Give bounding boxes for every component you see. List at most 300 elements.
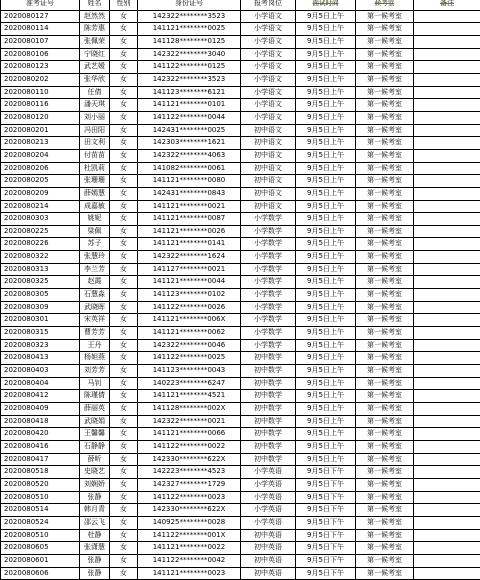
sex-cell: 女 [110, 377, 138, 390]
exam-id-cell: 2020080106 [1, 48, 80, 61]
exam-id-cell: 2020080206 [1, 162, 80, 175]
remarks-cell [414, 86, 480, 99]
waiting-room-cell: 第一候考室 [356, 35, 414, 48]
header-id-card: 身份证号 [138, 0, 241, 10]
position-cell: 小学数学 [241, 263, 296, 276]
waiting-room-cell: 第一候考室 [356, 504, 414, 517]
sex-cell: 女 [110, 529, 138, 542]
interview-time-cell: 9月5日上午 [296, 86, 356, 99]
id-card-cell: 141127********0021 [138, 263, 241, 276]
table-row [1, 554, 480, 567]
interview-time-cell: 9月5日上午 [296, 276, 356, 289]
name-cell: 杜凯莉 [80, 162, 110, 175]
position-cell: 小学语文 [241, 111, 296, 124]
position-cell: 初中数学 [241, 377, 296, 390]
interview-time-cell: 9月5日上午 [296, 365, 356, 378]
position-cell: 初中语文 [241, 162, 296, 175]
id-card-cell: 142330********622X [138, 453, 241, 466]
waiting-room-cell: 第一候考室 [356, 137, 414, 150]
remarks-cell [414, 111, 480, 124]
name-cell: 武晓晖 [80, 301, 110, 314]
remarks-cell [414, 263, 480, 276]
id-card-cell: 141122********0042 [138, 554, 241, 567]
remarks-cell [414, 491, 480, 504]
name-cell: 石静静 [80, 440, 110, 453]
interview-time-cell: 9月5日上午 [296, 213, 356, 226]
sex-cell: 女 [110, 175, 138, 188]
waiting-room-cell: 第一候考室 [356, 162, 414, 175]
id-card-cell: 141121********0141 [138, 238, 241, 251]
remarks-cell [414, 23, 480, 36]
remarks-cell [414, 529, 480, 542]
remarks-cell [414, 61, 480, 74]
exam-id-cell: 2020080123 [1, 61, 80, 74]
id-card-cell: 141082********0061 [138, 162, 241, 175]
name-cell: 张佩荣 [80, 35, 110, 48]
remarks-cell [414, 339, 480, 352]
waiting-room-cell: 第一候考室 [356, 415, 414, 428]
name-cell: 张珊珊 [80, 175, 110, 188]
sex-cell: 女 [110, 289, 138, 302]
table-row [1, 99, 480, 112]
id-card-cell: 141121********4521 [138, 390, 241, 403]
sex-cell: 女 [110, 314, 138, 327]
remarks-cell [414, 225, 480, 238]
table-row [1, 440, 480, 453]
position-cell: 初中数学 [241, 415, 296, 428]
table-row [1, 149, 480, 162]
waiting-room-cell: 第一候考室 [356, 390, 414, 403]
id-card-cell: 140223********6247 [138, 377, 241, 390]
interview-time-cell: 9月5日下午 [296, 542, 356, 555]
name-cell: 任倩 [80, 86, 110, 99]
exam-id-cell: 2020080313 [1, 263, 80, 276]
name-cell: 张静 [80, 554, 110, 567]
waiting-room-cell: 第一候考室 [356, 48, 414, 61]
position-cell: 小学数学 [241, 213, 296, 226]
table-row [1, 415, 480, 428]
exam-id-cell: 2020080417 [1, 453, 80, 466]
remarks-cell [414, 567, 480, 580]
id-card-cell: 142322********0046 [138, 339, 241, 352]
position-cell: 小学英语 [241, 516, 296, 529]
position-cell: 初中英语 [241, 567, 296, 580]
remarks-cell [414, 149, 480, 162]
waiting-room-cell: 第一候考室 [356, 529, 414, 542]
waiting-room-cell: 第一候考室 [356, 314, 414, 327]
waiting-room-cell: 第一候考室 [356, 440, 414, 453]
interview-time-cell: 9月5日下午 [296, 466, 356, 479]
name-cell: 赵霞 [80, 276, 110, 289]
waiting-room-cell: 第一候考室 [356, 263, 414, 276]
waiting-room-cell: 第一候考室 [356, 542, 414, 555]
interview-time-cell: 9月5日上午 [296, 440, 356, 453]
name-cell: 马钊 [80, 377, 110, 390]
interview-time-cell: 9月5日下午 [296, 554, 356, 567]
remarks-cell [414, 175, 480, 188]
sex-cell: 女 [110, 415, 138, 428]
name-cell: 武晓娟 [80, 415, 110, 428]
exam-id-cell: 2020080514 [1, 504, 80, 517]
interview-time-cell: 9月5日上午 [296, 73, 356, 86]
remarks-cell [414, 390, 480, 403]
exam-id-cell: 2020080201 [1, 124, 80, 137]
interview-time-cell: 9月5日上午 [296, 238, 356, 251]
name-cell: 田文利 [80, 137, 110, 150]
name-cell: 成嘉敏 [80, 200, 110, 213]
exam-id-cell: 2020080202 [1, 73, 80, 86]
name-cell: 刘小丽 [80, 111, 110, 124]
header-interview-time: 面试时间 [296, 0, 356, 10]
sex-cell: 女 [110, 162, 138, 175]
sex-cell: 女 [110, 276, 138, 289]
table-row [1, 213, 480, 226]
exam-id-cell: 2020080303 [1, 213, 80, 226]
table-row [1, 542, 480, 555]
name-cell: 姚妮 [80, 213, 110, 226]
exam-id-cell: 2020080225 [1, 225, 80, 238]
table-row [1, 567, 480, 580]
remarks-cell [414, 478, 480, 491]
position-cell: 初中数学 [241, 352, 296, 365]
exam-id-cell: 2020080404 [1, 377, 80, 390]
interview-time-cell: 9月5日上午 [296, 99, 356, 112]
position-cell: 初中语文 [241, 200, 296, 213]
id-card-cell: 141121********0026 [138, 225, 241, 238]
interview-time-cell: 9月5日上午 [296, 263, 356, 276]
table-row [1, 73, 480, 86]
sex-cell: 女 [110, 542, 138, 555]
exam-id-cell: 2020080325 [1, 276, 80, 289]
sex-cell: 女 [110, 238, 138, 251]
interview-time-cell: 9月5日下午 [296, 504, 356, 517]
position-cell: 小学语文 [241, 99, 296, 112]
position-cell: 初中语文 [241, 187, 296, 200]
waiting-room-cell: 第一候考室 [356, 200, 414, 213]
sex-cell: 女 [110, 137, 138, 150]
waiting-room-cell: 第一候考室 [356, 10, 414, 23]
id-card-cell: 141123********0043 [138, 365, 241, 378]
id-card-cell: 142322********3523 [138, 10, 241, 23]
id-card-cell: 141123********6121 [138, 86, 241, 99]
sex-cell: 女 [110, 86, 138, 99]
waiting-room-cell: 第一候考室 [356, 478, 414, 491]
interview-time-cell: 9月5日上午 [296, 352, 356, 365]
interview-time-cell: 9月5日上午 [296, 327, 356, 340]
remarks-cell [414, 200, 480, 213]
interview-time-cell: 9月5日上午 [296, 251, 356, 264]
remarks-cell [414, 403, 480, 416]
sex-cell: 女 [110, 213, 138, 226]
id-card-cell: 142330********622X [138, 504, 241, 517]
id-card-cell: 142327********1729 [138, 478, 241, 491]
id-card-cell: 141121********0022 [138, 542, 241, 555]
name-cell: 邵云飞 [80, 516, 110, 529]
sex-cell: 女 [110, 365, 138, 378]
interview-time-cell: 9月5日下午 [296, 516, 356, 529]
exam-id-cell: 2020080107 [1, 35, 80, 48]
remarks-cell [414, 137, 480, 150]
remarks-cell [414, 213, 480, 226]
exam-id-cell: 2020080110 [1, 86, 80, 99]
header-waiting-room: 候考室 [356, 0, 414, 10]
waiting-room-cell: 第一候考室 [356, 23, 414, 36]
table-row [1, 491, 480, 504]
table-row [1, 175, 480, 188]
position-cell: 初中语文 [241, 124, 296, 137]
sex-cell: 女 [110, 99, 138, 112]
waiting-room-cell: 第一候考室 [356, 567, 414, 580]
sex-cell: 女 [110, 466, 138, 479]
remarks-cell [414, 314, 480, 327]
waiting-room-cell: 第一候考室 [356, 466, 414, 479]
table-row [1, 251, 480, 264]
sex-cell: 女 [110, 263, 138, 276]
remarks-cell [414, 542, 480, 555]
position-cell: 小学数学 [241, 289, 296, 302]
name-cell: 宋英祥 [80, 314, 110, 327]
sex-cell: 女 [110, 504, 138, 517]
waiting-room-cell: 第一候考室 [356, 365, 414, 378]
id-card-cell: 141121********0025 [138, 23, 241, 36]
sex-cell: 女 [110, 516, 138, 529]
waiting-room-cell: 第一候考室 [356, 453, 414, 466]
waiting-room-cell: 第一候考室 [356, 61, 414, 74]
interview-time-cell: 9月5日上午 [296, 187, 356, 200]
id-card-cell: 142223********4523 [138, 466, 241, 479]
sex-cell: 女 [110, 251, 138, 264]
name-cell: 史晓艺 [80, 466, 110, 479]
sex-cell: 女 [110, 352, 138, 365]
interview-time-cell: 9月5日上午 [296, 175, 356, 188]
interview-time-cell: 9月5日上午 [296, 314, 356, 327]
name-cell: 冯田阳 [80, 124, 110, 137]
exam-id-cell: 2020080213 [1, 137, 80, 150]
sex-cell: 女 [110, 149, 138, 162]
header-position: 报考岗位 [241, 0, 296, 10]
remarks-cell [414, 187, 480, 200]
table-row [1, 187, 480, 200]
position-cell: 小学数学 [241, 339, 296, 352]
position-cell: 初中英语 [241, 529, 296, 542]
name-cell: 杨妲燕 [80, 352, 110, 365]
id-card-cell: 142322********3040 [138, 48, 241, 61]
position-cell: 初中数学 [241, 428, 296, 441]
position-cell: 小学数学 [241, 314, 296, 327]
interview-time-cell: 9月5日上午 [296, 301, 356, 314]
remarks-cell [414, 428, 480, 441]
exam-id-cell: 2020080420 [1, 428, 80, 441]
exam-id-cell: 2020080127 [1, 10, 80, 23]
sex-cell: 女 [110, 10, 138, 23]
id-card-cell: 141122********0125 [138, 61, 241, 74]
exam-id-cell: 2020080605 [1, 542, 80, 555]
interview-time-cell: 9月5日上午 [296, 137, 356, 150]
waiting-room-cell: 第一候考室 [356, 238, 414, 251]
sex-cell: 女 [110, 478, 138, 491]
table-row [1, 403, 480, 416]
sex-cell: 女 [110, 35, 138, 48]
exam-id-cell: 2020080413 [1, 352, 80, 365]
remarks-cell [414, 124, 480, 137]
position-cell: 小学数学 [241, 238, 296, 251]
exam-id-cell: 2020080520 [1, 478, 80, 491]
remarks-cell [414, 251, 480, 264]
waiting-room-cell: 第一候考室 [356, 327, 414, 340]
interview-time-cell: 9月5日上午 [296, 61, 356, 74]
table-row [1, 516, 480, 529]
table-row [1, 225, 480, 238]
id-card-cell: 141122********0022 [138, 440, 241, 453]
position-cell: 小学数学 [241, 327, 296, 340]
table-row [1, 124, 480, 137]
waiting-room-cell: 第一候考室 [356, 339, 414, 352]
table-row [1, 327, 480, 340]
remarks-cell [414, 453, 480, 466]
position-cell: 初中数学 [241, 440, 296, 453]
position-cell: 初中数学 [241, 403, 296, 416]
remarks-cell [414, 466, 480, 479]
table-row [1, 377, 480, 390]
exam-id-cell: 2020080116 [1, 99, 80, 112]
interview-time-cell: 9月5日上午 [296, 48, 356, 61]
table-row [1, 200, 480, 213]
id-card-cell: 141121********0066 [138, 428, 241, 441]
exam-id-cell: 2020080601 [1, 554, 80, 567]
table-row [1, 428, 480, 441]
table-row [1, 289, 480, 302]
remarks-cell [414, 377, 480, 390]
id-card-cell: 141121********0101 [138, 99, 241, 112]
exam-id-cell: 2020080524 [1, 516, 80, 529]
table-row [1, 23, 480, 36]
table-row [1, 276, 480, 289]
table-row [1, 352, 480, 365]
exam-id-cell: 2020080209 [1, 187, 80, 200]
exam-id-cell: 2020080518 [1, 466, 80, 479]
waiting-room-cell: 第一候考室 [356, 225, 414, 238]
sex-cell: 女 [110, 225, 138, 238]
position-cell: 初中数学 [241, 390, 296, 403]
interview-time-cell: 9月5日下午 [296, 478, 356, 491]
exam-id-cell: 2020080322 [1, 251, 80, 264]
remarks-cell [414, 415, 480, 428]
table-row [1, 162, 480, 175]
sex-cell: 女 [110, 301, 138, 314]
name-cell: 王馨馨 [80, 428, 110, 441]
sex-cell: 女 [110, 48, 138, 61]
remarks-cell [414, 516, 480, 529]
sex-cell: 女 [110, 111, 138, 124]
name-cell: 石慧淼 [80, 289, 110, 302]
exam-id-cell: 2020080309 [1, 301, 80, 314]
sex-cell: 女 [110, 327, 138, 340]
name-cell: 张华欣 [80, 73, 110, 86]
interview-time-cell: 9月5日上午 [296, 289, 356, 302]
id-card-cell: 141122********001X [138, 529, 241, 542]
name-cell: 韩月青 [80, 504, 110, 517]
interview-time-cell: 9月5日上午 [296, 111, 356, 124]
table-row [1, 48, 480, 61]
interview-time-cell: 9月5日上午 [296, 390, 356, 403]
table-row [1, 529, 480, 542]
interview-time-cell: 9月5日上午 [296, 453, 356, 466]
sex-cell: 女 [110, 554, 138, 567]
name-cell: 薛昕 [80, 453, 110, 466]
remarks-cell [414, 365, 480, 378]
table-row [1, 86, 480, 99]
remarks-cell [414, 10, 480, 23]
remarks-cell [414, 162, 480, 175]
id-card-cell: 141123********0102 [138, 289, 241, 302]
name-cell: 苏子 [80, 238, 110, 251]
name-cell: 潘天琪 [80, 99, 110, 112]
table-row [1, 111, 480, 124]
table-row [1, 339, 480, 352]
exam-id-cell: 2020080323 [1, 339, 80, 352]
name-cell: 刘娴娇 [80, 478, 110, 491]
waiting-room-cell: 第一候考室 [356, 175, 414, 188]
position-cell: 初中英语 [241, 542, 296, 555]
exam-id-cell: 2020080510 [1, 529, 80, 542]
exam-id-cell: 2020080120 [1, 111, 80, 124]
waiting-room-cell: 第一候考室 [356, 289, 414, 302]
interview-time-cell: 9月5日上午 [296, 35, 356, 48]
sex-cell: 女 [110, 200, 138, 213]
table-row [1, 453, 480, 466]
position-cell: 初中数学 [241, 453, 296, 466]
remarks-cell [414, 327, 480, 340]
interview-time-cell: 9月5日上午 [296, 415, 356, 428]
sex-cell: 女 [110, 567, 138, 580]
sex-cell: 女 [110, 428, 138, 441]
sex-cell: 女 [110, 187, 138, 200]
remarks-cell [414, 301, 480, 314]
header-exam-id: 准考证号 [1, 0, 80, 10]
table-row [1, 301, 480, 314]
id-card-cell: 141128********0125 [138, 35, 241, 48]
position-cell: 小学英语 [241, 491, 296, 504]
name-cell: 宁晓红 [80, 48, 110, 61]
waiting-room-cell: 第一候考室 [356, 276, 414, 289]
name-cell: 薛嫣慧 [80, 187, 110, 200]
waiting-room-cell: 第一候考室 [356, 73, 414, 86]
table-row [1, 238, 480, 251]
id-card-cell: 141121********006X [138, 314, 241, 327]
interview-time-cell: 9月5日上午 [296, 10, 356, 23]
position-cell: 小学数学 [241, 225, 296, 238]
waiting-room-cell: 第一候考室 [356, 428, 414, 441]
header-name: 姓名 [80, 0, 110, 10]
id-card-cell: 141121********0021 [138, 200, 241, 213]
position-cell: 初中数学 [241, 365, 296, 378]
exam-id-cell: 2020080416 [1, 440, 80, 453]
table-row [1, 137, 480, 150]
waiting-room-cell: 第一候考室 [356, 149, 414, 162]
name-cell: 张慧玲 [80, 251, 110, 264]
table-row [1, 61, 480, 74]
waiting-room-cell: 第一候考室 [356, 554, 414, 567]
exam-id-cell: 2020080409 [1, 403, 80, 416]
interview-time-cell: 9月5日上午 [296, 339, 356, 352]
sex-cell: 女 [110, 124, 138, 137]
waiting-room-cell: 第一候考室 [356, 516, 414, 529]
id-card-cell: 141122********0025 [138, 352, 241, 365]
id-card-cell: 142431********0843 [138, 187, 241, 200]
exam-id-cell: 2020080418 [1, 415, 80, 428]
position-cell: 小学语文 [241, 10, 296, 23]
waiting-room-cell: 第一候考室 [356, 491, 414, 504]
